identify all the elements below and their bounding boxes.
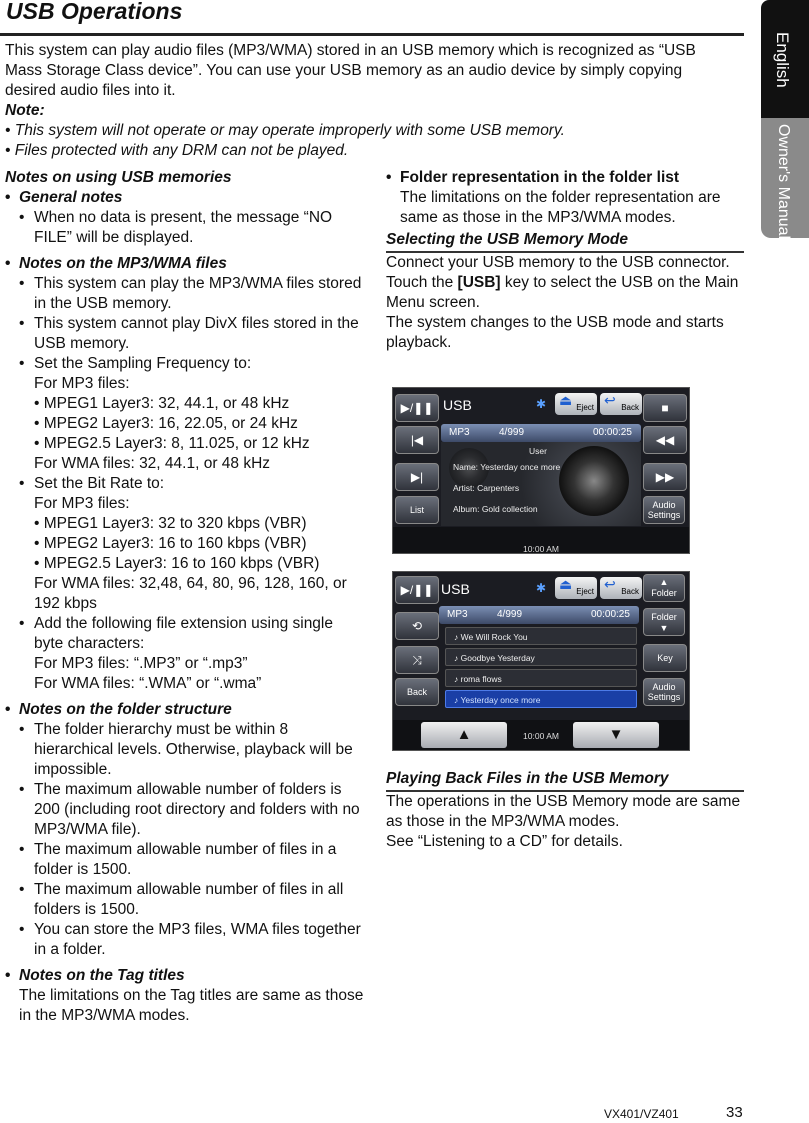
track-name: Name: Yesterday once more	[453, 462, 561, 472]
format-label: MP3	[447, 609, 468, 620]
elapsed-time: 00:00:25	[593, 427, 632, 438]
audio-settings-button[interactable]: Audio Settings	[643, 678, 685, 706]
source-label: USB	[441, 581, 470, 597]
freq-line: • MPEG2 Layer3: 16, 22.05, or 24 kHz	[34, 415, 298, 432]
eject-button[interactable]: ⏏ Eject	[555, 393, 597, 415]
list-item: • The maximum allowable number of folders is 200 (including root directory and folders with no MP3/WMA file).	[19, 781, 360, 838]
intro-paragraph: This system can play audio files (MP3/WMA) stored in an USB memory which is recognized as “USB Mass Storage Class device”. You can use your USB memory as an audio device by simply copying desired audio files into it.	[5, 42, 696, 99]
back-button[interactable]: ↩ Back	[600, 577, 642, 599]
track-counter: 4/999	[497, 609, 523, 620]
play-pause-button[interactable]: ▶/❚❚	[395, 576, 439, 604]
playing-back-heading: Playing Back Files in the USB Memory	[386, 769, 744, 792]
elapsed-time: 00:00:25	[591, 609, 630, 620]
bluetooth-icon: ✱	[536, 397, 547, 411]
tag-notes-text: The limitations on the Tag titles are same as those in the MP3/WMA modes.	[19, 987, 364, 1024]
bluetooth-icon: ✱	[536, 581, 547, 595]
playing-back-section	[386, 769, 746, 852]
model-number: VX401/VZ401	[604, 1107, 679, 1121]
list-item: • This system can play the MP3/WMA files stored in the USB memory.	[19, 275, 362, 312]
folder-rep-text: The limitations on the folder representation are same as those in the MP3/WMA modes.	[400, 189, 721, 226]
intro-section	[5, 41, 735, 161]
back-side-button[interactable]: Back	[395, 678, 439, 706]
bitrate-line: • MPEG2.5 Layer3: 16 to 160 kbps (VBR)	[34, 555, 320, 572]
note-item: • This system will not operate or may operate improperly with some USB memory.	[5, 122, 565, 139]
track-info-bar	[441, 424, 641, 442]
list-item: • This system cannot play DivX files stored in the USB memory.	[19, 315, 359, 352]
back-button[interactable]: ↩ Back	[600, 393, 642, 415]
next-track-button[interactable]: ▶|	[395, 463, 439, 491]
song-list-item[interactable]: ♪ We Will Rock You	[445, 627, 637, 645]
format-label: MP3	[449, 427, 470, 438]
bitrate-line: For WMA files: 32,48, 64, 80, 96, 128, 160, or 192 kbps	[34, 575, 347, 612]
freq-line: For WMA files: 32, 44.1, or 48 kHz	[34, 455, 271, 472]
list-item: • The maximum allowable number of files in all folders is 1500.	[19, 881, 344, 918]
usb-notes-heading: Notes on using USB memories	[5, 169, 232, 186]
folder-down-button[interactable]: Folder ▼	[643, 608, 685, 636]
select-mode-text: Connect your USB memory to the USB connector. Touch the [USB] key to select the USB on the Main Menu screen.	[386, 254, 739, 311]
source-label: USB	[443, 397, 472, 413]
title-rule	[0, 33, 744, 36]
list-item: • Set the Sampling Frequency to:	[19, 355, 252, 372]
playing-back-text: The operations in the USB Memory mode are same as those in the MP3/WMA modes.	[386, 793, 741, 830]
list-button[interactable]: List	[395, 496, 439, 524]
ext-line: For WMA files: “.WMA” or “.wma”	[34, 675, 262, 692]
left-column	[5, 168, 365, 1026]
playing-back-reference: See “Listening to a CD” for details.	[386, 833, 623, 850]
list-item: • The folder hierarchy must be within 8 hierarchical levels. Otherwise, playback will be impossible.	[19, 721, 353, 778]
list-item: • You can store the MP3 files, WMA files together in a folder.	[19, 921, 361, 958]
usb-playback-screen	[392, 387, 690, 554]
folder-up-button[interactable]: ▲ Folder	[643, 574, 685, 602]
song-list-item-selected[interactable]: ♪ Yesterday once more	[445, 690, 637, 708]
audio-settings-button[interactable]: Audio Settings	[643, 496, 685, 524]
side-tab-manual-label: Owner's Manual	[775, 124, 792, 240]
repeat-button[interactable]: ⟲	[395, 612, 439, 640]
list-item: • Set the Bit Rate to:	[19, 475, 165, 492]
song-list-item[interactable]: ♪ Goodbye Yesterday	[445, 648, 637, 666]
folder-rep-heading: • Folder representation in the folder list	[386, 169, 680, 186]
select-mode-result: The system changes to the USB mode and starts playback.	[386, 314, 724, 351]
freq-line: For MP3 files:	[34, 375, 130, 392]
page-number: 33	[726, 1104, 743, 1121]
clock: 10:00 AM	[523, 731, 559, 741]
tag-notes-heading: • Notes on the Tag titles	[5, 967, 185, 984]
key-button[interactable]: Key	[643, 644, 687, 672]
fast-forward-button[interactable]: ▶▶	[643, 463, 687, 491]
rewind-button[interactable]: ◀◀	[643, 426, 687, 454]
side-tab-language-label: English	[773, 32, 792, 88]
list-item: • The maximum allowable number of files in a folder is 1500.	[19, 841, 337, 878]
select-mode-heading: Selecting the USB Memory Mode	[386, 230, 744, 253]
stop-button[interactable]: ■	[643, 394, 687, 422]
usb-list-screen	[392, 571, 690, 751]
note-item: • Files protected with any DRM can not be played.	[5, 142, 349, 159]
song-list-item[interactable]: ♪ roma flows	[445, 669, 637, 687]
mp3wma-notes-heading: • Notes on the MP3/WMA files	[5, 255, 227, 272]
user-label: User	[529, 446, 547, 456]
scroll-up-button[interactable]: ▲	[421, 722, 507, 748]
eject-button[interactable]: ⏏ Eject	[555, 577, 597, 599]
bitrate-line: For MP3 files:	[34, 495, 130, 512]
list-item: • When no data is present, the message “NO FILE” will be displayed.	[19, 209, 333, 246]
bitrate-line: • MPEG2 Layer3: 16 to 160 kbps (VBR)	[34, 535, 307, 552]
ext-line: For MP3 files: “.MP3” or “.mp3”	[34, 655, 248, 672]
track-info-bar	[439, 606, 639, 624]
bitrate-line: • MPEG1 Layer3: 32 to 320 kbps (VBR)	[34, 515, 307, 532]
page-title: USB Operations	[6, 0, 183, 24]
general-notes-heading: • General notes	[5, 189, 123, 206]
track-counter: 4/999	[499, 427, 525, 438]
scroll-down-button[interactable]: ▼	[573, 722, 659, 748]
note-label: Note:	[5, 102, 45, 119]
track-artist: Artist: Carpenters	[453, 483, 520, 493]
track-album: Album: Gold collection	[453, 504, 538, 514]
list-item: • Add the following file extension using single byte characters:	[19, 615, 333, 652]
speaker-graphic	[559, 446, 629, 516]
prev-track-button[interactable]: |◀	[395, 426, 439, 454]
right-column	[386, 168, 746, 353]
clock: 10:00 AM	[523, 544, 559, 554]
freq-line: • MPEG2.5 Layer3: 8, 11.025, or 12 kHz	[34, 435, 310, 452]
folder-notes-heading: • Notes on the folder structure	[5, 701, 232, 718]
play-pause-button[interactable]: ▶/❚❚	[395, 394, 439, 422]
track-details-panel	[441, 442, 641, 526]
shuffle-button[interactable]: ⤨	[395, 646, 439, 674]
freq-line: • MPEG1 Layer3: 32, 44.1, or 48 kHz	[34, 395, 290, 412]
